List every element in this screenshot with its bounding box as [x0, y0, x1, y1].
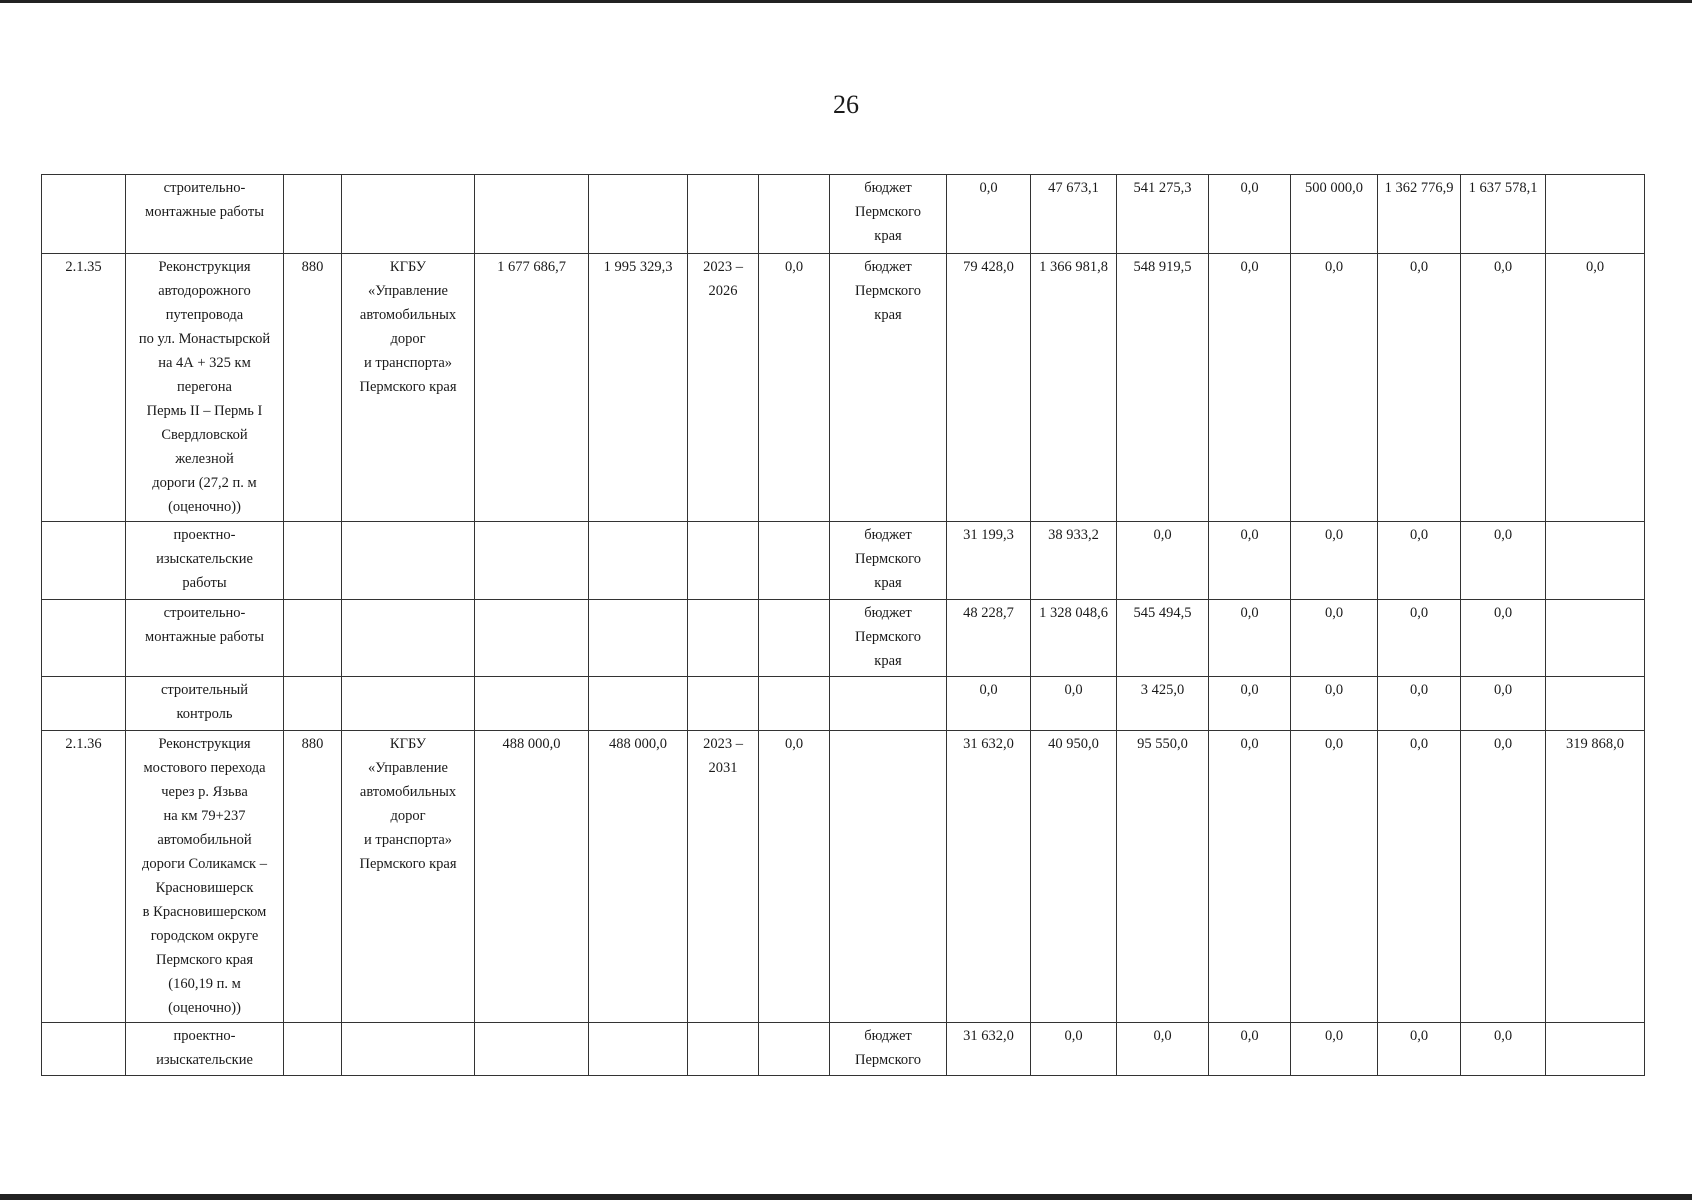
- period-cell: 2023 – 2026: [688, 254, 759, 522]
- table-row: [42, 600, 1645, 677]
- grbs-code-cell: 880: [284, 731, 342, 1023]
- measure-name-cell: строительно- монтажные работы: [126, 175, 284, 254]
- year-5-cell: 0,0: [1291, 522, 1378, 600]
- table-row: [42, 1023, 1645, 1076]
- cost-estimate-cell: 1 677 686,7: [475, 254, 589, 522]
- year-1-cell: 31 632,0: [947, 1023, 1031, 1076]
- measure-name-cell: строительно- монтажные работы: [126, 600, 284, 677]
- year-7-cell: 0,0: [1461, 1023, 1546, 1076]
- source-cell: [830, 731, 947, 1023]
- year-7-cell: 1 637 578,1: [1461, 175, 1546, 254]
- year-6-cell: 0,0: [1378, 600, 1461, 677]
- item-number-cell: 2.1.35: [42, 254, 126, 522]
- grbs-code-cell: [284, 677, 342, 731]
- grbs-code-cell: [284, 175, 342, 254]
- source-cell: бюджет Пермского края: [830, 522, 947, 600]
- year-3-cell: 0,0: [1117, 1023, 1209, 1076]
- prior-funding-cell: 0,0: [759, 254, 830, 522]
- cost-estimate-cell: [475, 677, 589, 731]
- year-4-cell: 0,0: [1209, 175, 1291, 254]
- year-6-cell: 0,0: [1378, 731, 1461, 1023]
- table-row: [42, 677, 1645, 731]
- measure-name-cell: проектно- изыскательские: [126, 1023, 284, 1076]
- source-cell: бюджет Пермского края: [830, 254, 947, 522]
- table-row: [42, 731, 1645, 1023]
- year-2-cell: 0,0: [1031, 677, 1117, 731]
- year-1-cell: 48 228,7: [947, 600, 1031, 677]
- cost-estimate-cell: 488 000,0: [475, 731, 589, 1023]
- year-5-cell: 0,0: [1291, 254, 1378, 522]
- cost-current-cell: [589, 677, 688, 731]
- cost-estimate-cell: [475, 175, 589, 254]
- scan-edge-top: [0, 0, 1692, 3]
- year-4-cell: 0,0: [1209, 677, 1291, 731]
- item-number-cell: [42, 677, 126, 731]
- source-cell: [830, 677, 947, 731]
- item-number-cell: 2.1.36: [42, 731, 126, 1023]
- year-7-cell: 0,0: [1461, 522, 1546, 600]
- table-row: [42, 254, 1645, 522]
- budget-table: [41, 174, 1645, 1076]
- measure-name-cell: Реконструкция автодорожного путепровода по ул. Монастырской на 4А + 325 км перегона Пермь II – Пермь I Свердловской железной дороги (27,2 п. м (оценочно)): [126, 254, 284, 522]
- item-number-cell: [42, 522, 126, 600]
- year-4-cell: 0,0: [1209, 254, 1291, 522]
- year-7-cell: 0,0: [1461, 254, 1546, 522]
- responsible-cell: [342, 175, 475, 254]
- year-7-cell: 0,0: [1461, 677, 1546, 731]
- year-2-cell: 1 366 981,8: [1031, 254, 1117, 522]
- year-3-cell: 545 494,5: [1117, 600, 1209, 677]
- item-number-cell: [42, 600, 126, 677]
- responsible-cell: [342, 522, 475, 600]
- year-1-cell: 0,0: [947, 677, 1031, 731]
- year-4-cell: 0,0: [1209, 522, 1291, 600]
- prior-funding-cell: [759, 1023, 830, 1076]
- prior-funding-cell: [759, 600, 830, 677]
- page-number: 26: [833, 90, 859, 119]
- year-7-cell: 0,0: [1461, 600, 1546, 677]
- table-body: [42, 175, 1645, 1076]
- prior-funding-cell: 0,0: [759, 731, 830, 1023]
- year-1-cell: 0,0: [947, 175, 1031, 254]
- cost-estimate-cell: [475, 1023, 589, 1076]
- year-2-cell: 1 328 048,6: [1031, 600, 1117, 677]
- year-2-cell: 47 673,1: [1031, 175, 1117, 254]
- source-cell: бюджет Пермского края: [830, 175, 947, 254]
- year-8-cell: [1546, 175, 1645, 254]
- year-6-cell: 0,0: [1378, 677, 1461, 731]
- year-8-cell: [1546, 522, 1645, 600]
- prior-funding-cell: [759, 677, 830, 731]
- year-1-cell: 31 199,3: [947, 522, 1031, 600]
- cost-current-cell: 488 000,0: [589, 731, 688, 1023]
- year-5-cell: 0,0: [1291, 677, 1378, 731]
- responsible-cell: КГБУ «Управление автомобильных дорог и транспорта» Пермского края: [342, 254, 475, 522]
- year-1-cell: 79 428,0: [947, 254, 1031, 522]
- item-number-cell: [42, 175, 126, 254]
- grbs-code-cell: [284, 600, 342, 677]
- period-cell: [688, 600, 759, 677]
- table-row: [42, 175, 1645, 254]
- cost-current-cell: [589, 600, 688, 677]
- responsible-cell: [342, 1023, 475, 1076]
- grbs-code-cell: 880: [284, 254, 342, 522]
- responsible-cell: [342, 600, 475, 677]
- year-7-cell: 0,0: [1461, 731, 1546, 1023]
- year-3-cell: 3 425,0: [1117, 677, 1209, 731]
- year-8-cell: [1546, 1023, 1645, 1076]
- cost-current-cell: [589, 175, 688, 254]
- year-4-cell: 0,0: [1209, 731, 1291, 1023]
- responsible-cell: КГБУ «Управление автомобильных дорог и транспорта» Пермского края: [342, 731, 475, 1023]
- grbs-code-cell: [284, 1023, 342, 1076]
- year-6-cell: 0,0: [1378, 254, 1461, 522]
- prior-funding-cell: [759, 175, 830, 254]
- cost-current-cell: [589, 522, 688, 600]
- year-6-cell: 0,0: [1378, 1023, 1461, 1076]
- scan-edge-bottom: [0, 1194, 1692, 1200]
- year-6-cell: 1 362 776,9: [1378, 175, 1461, 254]
- table-row: [42, 522, 1645, 600]
- year-4-cell: 0,0: [1209, 1023, 1291, 1076]
- grbs-code-cell: [284, 522, 342, 600]
- period-cell: 2023 – 2031: [688, 731, 759, 1023]
- year-2-cell: 40 950,0: [1031, 731, 1117, 1023]
- measure-name-cell: Реконструкция мостового перехода через р. Язьва на км 79+237 автомобильной дороги Соликамск – Красновишерск в Красновишерском городском округе Пермского края (160,19 п. м (оценочно)): [126, 731, 284, 1023]
- period-cell: [688, 175, 759, 254]
- cost-current-cell: [589, 1023, 688, 1076]
- cost-estimate-cell: [475, 600, 589, 677]
- year-3-cell: 95 550,0: [1117, 731, 1209, 1023]
- year-8-cell: [1546, 600, 1645, 677]
- source-cell: бюджет Пермского: [830, 1023, 947, 1076]
- year-4-cell: 0,0: [1209, 600, 1291, 677]
- period-cell: [688, 677, 759, 731]
- year-3-cell: 541 275,3: [1117, 175, 1209, 254]
- responsible-cell: [342, 677, 475, 731]
- year-5-cell: 0,0: [1291, 731, 1378, 1023]
- item-number-cell: [42, 1023, 126, 1076]
- year-8-cell: 0,0: [1546, 254, 1645, 522]
- cost-current-cell: 1 995 329,3: [589, 254, 688, 522]
- period-cell: [688, 522, 759, 600]
- measure-name-cell: проектно- изыскательские работы: [126, 522, 284, 600]
- source-cell: бюджет Пермского края: [830, 600, 947, 677]
- year-2-cell: 0,0: [1031, 1023, 1117, 1076]
- year-2-cell: 38 933,2: [1031, 522, 1117, 600]
- measure-name-cell: строительный контроль: [126, 677, 284, 731]
- year-3-cell: 548 919,5: [1117, 254, 1209, 522]
- period-cell: [688, 1023, 759, 1076]
- year-3-cell: 0,0: [1117, 522, 1209, 600]
- year-8-cell: [1546, 677, 1645, 731]
- year-8-cell: 319 868,0: [1546, 731, 1645, 1023]
- year-1-cell: 31 632,0: [947, 731, 1031, 1023]
- cost-estimate-cell: [475, 522, 589, 600]
- year-5-cell: 0,0: [1291, 600, 1378, 677]
- year-6-cell: 0,0: [1378, 522, 1461, 600]
- prior-funding-cell: [759, 522, 830, 600]
- year-5-cell: 500 000,0: [1291, 175, 1378, 254]
- year-5-cell: 0,0: [1291, 1023, 1378, 1076]
